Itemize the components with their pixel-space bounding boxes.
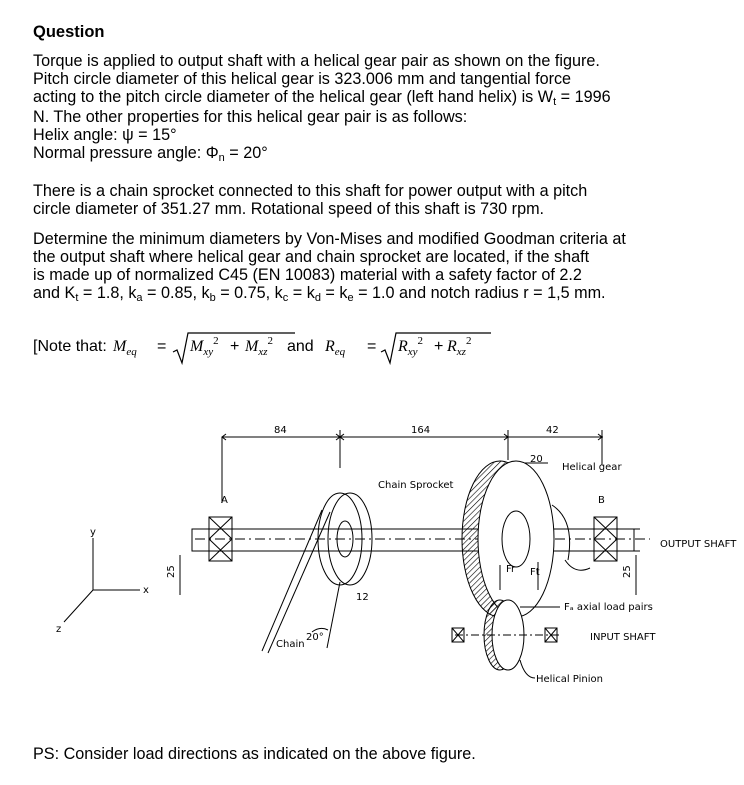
chain-label: Chain (276, 639, 305, 650)
helix-angle: Helix angle: ψ = 15° (33, 126, 177, 144)
axis-x-label: x (143, 585, 149, 596)
input-shaft-label: INPUT SHAFT (590, 632, 656, 643)
angle-20: 20° (306, 632, 324, 643)
task-paragraph: Determine the minimum diameters by Von-Mises and modified Goodman criteria at the output shaft where helical gear and chain sprocket are located, if the shaft is made up of normalized C45 (EN 10083) material with a safety factor of 2.2 and Kt = 1.8, ka = 0.85, kb = 0.75, kc = kd = ke = 1.0 and notch radius r = 1,5 mm. (33, 230, 626, 304)
sprocket-paragraph: There is a chain sprocket connected to this shaft for power output with a pitch circle diameter of 351.27 mm. Rotational speed of this shaft is 730 rpm. (33, 182, 588, 218)
chain-sprocket-label: Chain Sprocket (378, 480, 454, 491)
axis-z-label: z (56, 624, 62, 635)
ps-note: PS: Consider load directions as indicated on the above figure. (33, 745, 476, 763)
note-equations: [Note that: $M_{eq}$ = $M_{xy}^2$ + $M_{xz}^2$ and $R_{eq}$ = $R_{xy}^2$ + $R_{xz}^2$ (33, 330, 633, 370)
dim-164: 164 (411, 425, 431, 436)
fr-label: Fr (506, 564, 516, 575)
output-shaft-label: OUTPUT SHAFT (660, 539, 737, 550)
axial-load-label: Fₐ axial load pairs (564, 602, 653, 613)
pressure-angle: Normal pressure angle: Φn = 20° (33, 144, 268, 164)
axis-y-label: y (90, 527, 96, 538)
ft-label: Ft (530, 567, 540, 578)
label-a: A (221, 495, 228, 506)
label-b: B (598, 495, 605, 506)
helical-pinion-label: Helical Pinion (536, 674, 603, 685)
dim-42: 42 (546, 425, 559, 436)
dim-25-right: 25 (622, 565, 633, 578)
intro-paragraph: Torque is applied to output shaft with a helical gear pair as shown on the figure. Pitch circle diameter of this helical gear is 323.006 mm and tangential force acting to the pitch circle diameter of the helical gear (left hand helix) is Wt = 1996 N. The other properties for this helical gear pair is as follows: Helix angle: ψ = 15° Normal pressure angle: Φn = 20° (33, 52, 653, 164)
question-heading: Question (33, 23, 105, 41)
dim-12: 12 (356, 592, 369, 603)
dim-84: 84 (274, 425, 287, 436)
helical-gear-label: Helical gear (562, 462, 622, 473)
dim-20: 20 (530, 454, 543, 465)
dim-25-left: 25 (166, 565, 177, 578)
